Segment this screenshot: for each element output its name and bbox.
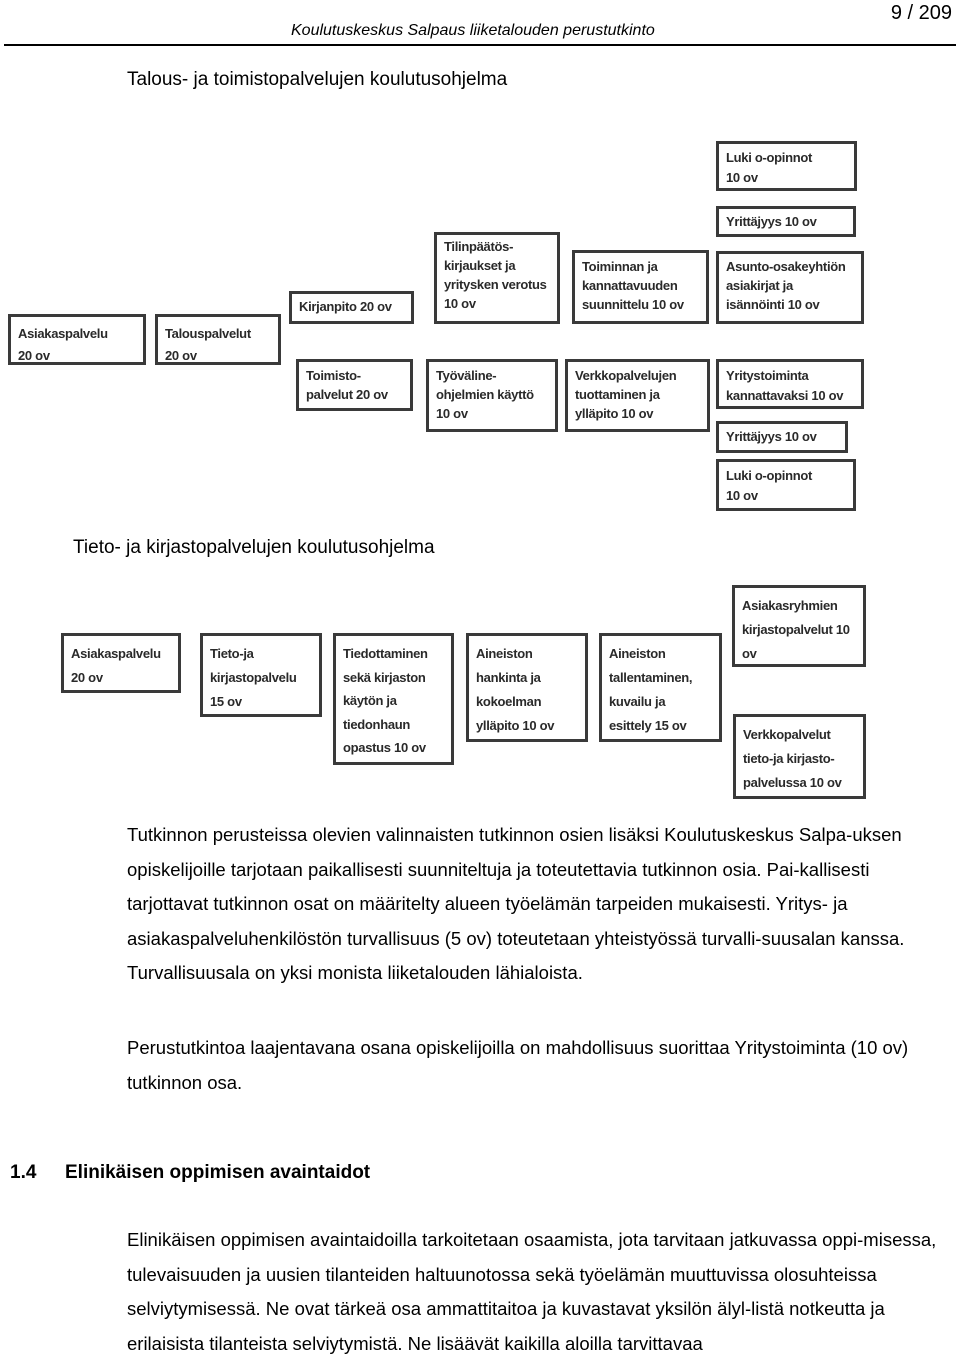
diagram2-box: Asiakaspalvelu 20 ov: [61, 633, 181, 693]
diagram1-box: Asiakaspalvelu 20 ov: [8, 314, 146, 365]
diagram1-box: Luki o-opinnot 10 ov: [716, 141, 857, 191]
diagram2-box: Tiedottaminen sekä kirjaston käytön ja tiedonhaun opastus 10 ov: [333, 633, 454, 765]
diagram1-box: Tilinpäätös- kirjaukset ja yritysken verotus 10 ov: [434, 232, 560, 324]
paragraph-local-modules: Tutkinnon perusteissa olevien valinnaisten tutkinnon osien lisäksi Koulutuskeskus Salpa-uksen opiskelijoille tarjotaan paikallisesti suunniteltuja ja toteutettavia tutkinnon osia. Pai-kallisesti tarjottavat tutkinnon osat on määritelty alueen työelämän tarpeiden mukaisesti. Yritys- ja asiakaspalveluhenkilöstön turvallisuus (5 ov) toteutetaan yhteistyössä turvalli-suusalan kanssa. Turvallisuusala on yksi monista liiketalouden lähialoista.: [127, 824, 905, 983]
running-header-title: Koulutuskeskus Salpaus liiketalouden perustutkinto: [291, 22, 655, 39]
paragraph-key-skills: Elinikäisen oppimisen avaintaidoilla tarkoitetaan osaamista, jota tarvitaan jatkuvassa oppi-misessa, tulevaisuuden ja uusien tilanteiden haltuunotossa sekä työelämän muuttuvissa olosuhteissa selviytymisessä. Ne ovat tärkeä osa ammattitaitoa ja kuvastavat yksilön älyl-listä notkeutta ja erilaisista tilanteista selviytymistä. Ne lisäävät kaikilla aloilla tarvittavaa: [127, 1229, 937, 1354]
diagram1-box: Toimisto- palvelut 20 ov: [296, 359, 413, 411]
diagram2-box: Aineiston hankinta ja kokoelman ylläpito 10 ov: [466, 633, 588, 742]
diagram2-box: Asiakasryhmien kirjastopalvelut 10 ov: [732, 585, 866, 667]
diagram1-box: Kirjanpito 20 ov: [289, 291, 414, 324]
diagram2-box: Verkkopalvelut tieto-ja kirjasto- palvelussa 10 ov: [733, 714, 866, 799]
section-number: 1.4: [10, 1162, 37, 1183]
diagram1-box: Yrittäjyys 10 ov: [716, 206, 856, 237]
section-title: Elinikäisen oppimisen avaintaidot: [65, 1162, 371, 1183]
diagram1-box: Yrittäjyys 10 ov: [716, 421, 848, 453]
diagram1-box: Talouspalvelut 20 ov: [155, 314, 281, 365]
diagram1-box: Toiminnan ja kannattavuuden suunnittelu 10 ov: [572, 250, 709, 324]
diagram1-box: Luki o-opinnot 10 ov: [716, 459, 856, 511]
diagram2-title: Tieto- ja kirjastopalvelujen koulutusohjelma: [73, 537, 435, 558]
diagram2-box: Tieto-ja kirjastopalvelu 15 ov: [200, 633, 322, 717]
page-number: 9 / 209: [890, 2, 952, 24]
section-heading: [10, 1162, 370, 1184]
diagram1-box: Työväline- ohjelmien käyttö 10 ov: [426, 359, 558, 432]
paragraph-extension: Perustutkintoa laajentavana osana opiskelijoilla on mahdollisuus suorittaa Yritystoiminta (10 ov) tutkinnon osa.: [127, 1037, 909, 1093]
header-rule: [4, 44, 956, 46]
diagram1-box: Yritystoiminta kannattavaksi 10 ov: [716, 359, 864, 409]
diagram1-box: Asunto-osakeyhtiön asiakirjat ja isännöinti 10 ov: [716, 251, 864, 324]
diagram1-title: Talous- ja toimistopalvelujen koulutusohjelma: [127, 69, 508, 90]
diagram1-box: Verkkopalvelujen tuottaminen ja ylläpito 10 ov: [565, 359, 710, 432]
diagram2-box: Aineiston tallentaminen, kuvailu ja esittely 15 ov: [599, 633, 722, 742]
